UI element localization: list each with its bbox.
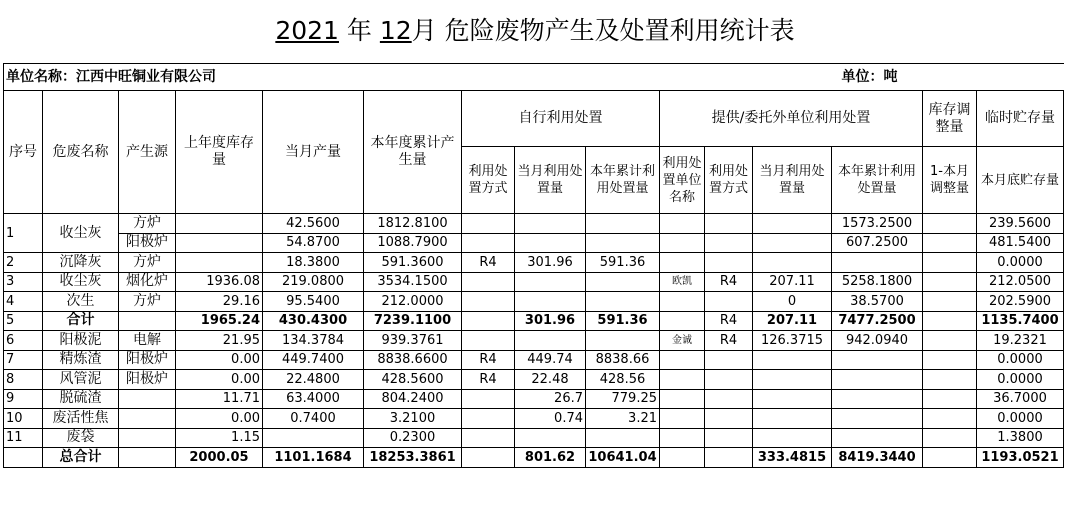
- cell-cum: 3.2100: [364, 409, 462, 429]
- cell-e-year: [832, 253, 923, 273]
- col-name: 危废名称: [43, 91, 119, 214]
- title-year: 2021: [275, 16, 339, 45]
- cell-last: 2000.05: [176, 448, 263, 468]
- cell-adj: [923, 311, 977, 331]
- cell-e-method: R4: [705, 331, 753, 351]
- cell-source: [119, 428, 176, 448]
- group-self-disposal: 自行利用处置: [462, 91, 660, 147]
- col-seq: 序号: [4, 91, 43, 214]
- cell-s-method: [462, 331, 515, 351]
- cell-last: [176, 253, 263, 273]
- cell-s-method: [462, 311, 515, 331]
- cell-seq: [4, 448, 43, 468]
- cell-month: 18.3800: [263, 253, 364, 273]
- group-external-disposal: 提供/委托外单位利用处置: [660, 91, 923, 147]
- col-ext-year: 本年累计利用处置量: [832, 147, 923, 214]
- cell-cum: 428.5600: [364, 370, 462, 390]
- cell-cum: 3534.1500: [364, 272, 462, 292]
- cell-s-year: [586, 272, 660, 292]
- cell-s-month: 0.74: [515, 409, 586, 429]
- cell-name: 总合计: [43, 448, 119, 468]
- cell-e-month: [753, 370, 832, 390]
- cell-seq: 2: [4, 253, 43, 273]
- cell-name: 沉降灰: [43, 253, 119, 273]
- cell-seq: 6: [4, 331, 43, 351]
- subtotal-row: [4, 311, 1064, 331]
- company-name: 单位名称：江西中旺铜业有限公司: [4, 64, 832, 91]
- cell-month: 134.3784: [263, 331, 364, 351]
- cell-stock: 19.2321: [977, 331, 1064, 351]
- cell-e-unit: [660, 389, 705, 409]
- cell-e-month: 333.4815: [753, 448, 832, 468]
- cell-s-year: [586, 428, 660, 448]
- cell-month: 22.4800: [263, 370, 364, 390]
- table-row: [4, 409, 1064, 429]
- col-last-year-stock: 上年度库存量: [176, 91, 263, 214]
- cell-e-year: 1573.2500: [832, 214, 923, 234]
- cell-adj: [923, 233, 977, 253]
- col-self-month: 当月利用处置量: [515, 147, 586, 214]
- table-row: [4, 350, 1064, 370]
- cell-month: 0.7400: [263, 409, 364, 429]
- cell-seq: 5: [4, 311, 43, 331]
- cell-stock: 36.7000: [977, 389, 1064, 409]
- unit-row: [4, 64, 1064, 91]
- unit-blank: [977, 64, 1064, 91]
- cell-seq: 4: [4, 292, 43, 312]
- cell-s-month: [515, 214, 586, 234]
- cell-s-method: [462, 409, 515, 429]
- cell-s-year: 591.36: [586, 311, 660, 331]
- cell-last: 0.00: [176, 350, 263, 370]
- cell-e-unit: 金诚: [660, 331, 705, 351]
- cell-source: [119, 311, 176, 331]
- cell-e-year: 38.5700: [832, 292, 923, 312]
- cell-e-month: 0: [753, 292, 832, 312]
- cell-e-method: [705, 292, 753, 312]
- cell-s-year: [586, 214, 660, 234]
- cell-s-year: [586, 292, 660, 312]
- cell-cum: 7239.1100: [364, 311, 462, 331]
- cell-name: 废活性焦: [43, 409, 119, 429]
- cell-e-unit: [660, 233, 705, 253]
- cell-source: [119, 448, 176, 468]
- col-year-cum-output: 本年度累计产生量: [364, 91, 462, 214]
- cell-s-method: [462, 292, 515, 312]
- cell-adj: [923, 214, 977, 234]
- cell-s-year: [586, 233, 660, 253]
- cell-name: 收尘灰: [43, 272, 119, 292]
- cell-e-method: R4: [705, 272, 753, 292]
- title-rest: 月 危险废物产生及处置利用统计表: [411, 16, 795, 45]
- cell-e-month: 207.11: [753, 311, 832, 331]
- col-self-method: 利用处置方式: [462, 147, 515, 214]
- table-row: [4, 233, 1064, 253]
- cell-month: 42.5600: [263, 214, 364, 234]
- cell-s-method: R4: [462, 370, 515, 390]
- cell-last: [176, 214, 263, 234]
- cell-month: 95.5400: [263, 292, 364, 312]
- page-title: [0, 0, 1070, 62]
- cell-e-year: 607.2500: [832, 233, 923, 253]
- cell-name: 次生: [43, 292, 119, 312]
- cell-s-year: 8838.66: [586, 350, 660, 370]
- cell-e-method: [705, 370, 753, 390]
- cell-s-year: 779.25: [586, 389, 660, 409]
- table-row: [4, 370, 1064, 390]
- col-ext-month: 当月利用处置量: [753, 147, 832, 214]
- cell-cum: 1812.8100: [364, 214, 462, 234]
- cell-e-month: [753, 389, 832, 409]
- cell-e-month: [753, 409, 832, 429]
- table-row: [4, 253, 1064, 273]
- cell-stock: 0.0000: [977, 370, 1064, 390]
- cell-e-method: [705, 428, 753, 448]
- cell-e-year: [832, 350, 923, 370]
- col-ext-method: 利用处置方式: [705, 147, 753, 214]
- cell-stock: 1135.7400: [977, 311, 1064, 331]
- cell-e-month: 207.11: [753, 272, 832, 292]
- cell-cum: 8838.6600: [364, 350, 462, 370]
- cell-adj: [923, 350, 977, 370]
- cell-seq: 11: [4, 428, 43, 448]
- cell-month: 430.4300: [263, 311, 364, 331]
- cell-adj: [923, 409, 977, 429]
- cell-stock: 0.0000: [977, 409, 1064, 429]
- cell-last: 21.95: [176, 331, 263, 351]
- cell-s-year: 10641.04: [586, 448, 660, 468]
- cell-last: 11.71: [176, 389, 263, 409]
- cell-e-method: [705, 253, 753, 273]
- cell-adj: [923, 448, 977, 468]
- cell-e-month: [753, 350, 832, 370]
- cell-adj: [923, 331, 977, 351]
- cell-stock: 1.3800: [977, 428, 1064, 448]
- cell-e-unit: [660, 350, 705, 370]
- group-temp-storage: 临时贮存量: [977, 91, 1064, 147]
- cell-e-month: 126.3715: [753, 331, 832, 351]
- cell-e-unit: 欧凯: [660, 272, 705, 292]
- cell-source: 阳极炉: [119, 233, 176, 253]
- cell-cum: 0.2300: [364, 428, 462, 448]
- cell-s-month: 801.62: [515, 448, 586, 468]
- cell-source: 电解: [119, 331, 176, 351]
- cell-s-method: [462, 448, 515, 468]
- cell-month: 219.0800: [263, 272, 364, 292]
- cell-e-month: [753, 214, 832, 234]
- cell-e-method: [705, 350, 753, 370]
- cell-cum: 804.2400: [364, 389, 462, 409]
- cell-s-year: 3.21: [586, 409, 660, 429]
- cell-e-year: [832, 389, 923, 409]
- cell-e-year: [832, 370, 923, 390]
- cell-s-month: [515, 292, 586, 312]
- cell-seq: 10: [4, 409, 43, 429]
- cell-month: 449.7400: [263, 350, 364, 370]
- grand-total-row: [4, 448, 1064, 468]
- cell-s-year: 591.36: [586, 253, 660, 273]
- cell-seq: 1: [4, 214, 43, 253]
- cell-stock: 0.0000: [977, 350, 1064, 370]
- cell-source: 阳极炉: [119, 350, 176, 370]
- table-row: [4, 272, 1064, 292]
- cell-s-month: [515, 428, 586, 448]
- cell-name: 废袋: [43, 428, 119, 448]
- cell-e-method: R4: [705, 311, 753, 331]
- cell-s-month: 301.96: [515, 253, 586, 273]
- cell-name: 精炼渣: [43, 350, 119, 370]
- col-adjust: 1-本月调整量: [923, 147, 977, 214]
- cell-e-year: 7477.2500: [832, 311, 923, 331]
- col-ext-unit: 利用处置单位名称: [660, 147, 705, 214]
- cell-e-unit: [660, 370, 705, 390]
- cell-stock: 202.5900: [977, 292, 1064, 312]
- cell-stock: 0.0000: [977, 253, 1064, 273]
- table-row: [4, 214, 1064, 234]
- table-row: [4, 331, 1064, 351]
- cell-month: 54.8700: [263, 233, 364, 253]
- cell-name: 脱硫渣: [43, 389, 119, 409]
- cell-e-month: [753, 428, 832, 448]
- cell-e-method: [705, 214, 753, 234]
- cell-stock: 481.5400: [977, 233, 1064, 253]
- cell-source: [119, 389, 176, 409]
- cell-e-year: 5258.1800: [832, 272, 923, 292]
- cell-e-unit: [660, 428, 705, 448]
- cell-month: 1101.1684: [263, 448, 364, 468]
- cell-seq: 7: [4, 350, 43, 370]
- cell-e-method: [705, 448, 753, 468]
- cell-name: 收尘灰: [43, 214, 119, 253]
- cell-last: 0.00: [176, 370, 263, 390]
- cell-e-month: [753, 253, 832, 273]
- cell-name: 风管泥: [43, 370, 119, 390]
- cell-cum: 939.3761: [364, 331, 462, 351]
- cell-stock: 239.5600: [977, 214, 1064, 234]
- cell-source: 方炉: [119, 253, 176, 273]
- cell-s-method: [462, 214, 515, 234]
- cell-adj: [923, 428, 977, 448]
- cell-e-unit: [660, 253, 705, 273]
- cell-source: [119, 409, 176, 429]
- cell-last: [176, 233, 263, 253]
- cell-stock: 212.0500: [977, 272, 1064, 292]
- cell-e-month: [753, 233, 832, 253]
- cell-e-unit: [660, 448, 705, 468]
- cell-last: 1965.24: [176, 311, 263, 331]
- cell-s-method: [462, 428, 515, 448]
- cell-s-month: 301.96: [515, 311, 586, 331]
- table-row: [4, 389, 1064, 409]
- cell-seq: 9: [4, 389, 43, 409]
- cell-s-method: [462, 272, 515, 292]
- cell-source: 方炉: [119, 214, 176, 234]
- col-month-output: 当月产量: [263, 91, 364, 214]
- cell-e-unit: [660, 214, 705, 234]
- cell-s-year: [586, 331, 660, 351]
- cell-last: 29.16: [176, 292, 263, 312]
- title-year-suffix: 年: [338, 16, 380, 45]
- cell-source: 阳极炉: [119, 370, 176, 390]
- cell-name: 合计: [43, 311, 119, 331]
- cell-e-unit: [660, 292, 705, 312]
- table-row: [4, 292, 1064, 312]
- cell-seq: 8: [4, 370, 43, 390]
- cell-e-method: [705, 233, 753, 253]
- cell-source: 方炉: [119, 292, 176, 312]
- header-row-1: [4, 91, 1064, 147]
- cell-stock: 1193.0521: [977, 448, 1064, 468]
- cell-adj: [923, 272, 977, 292]
- cell-s-method: R4: [462, 253, 515, 273]
- cell-adj: [923, 292, 977, 312]
- cell-e-unit: [660, 409, 705, 429]
- cell-s-month: 22.48: [515, 370, 586, 390]
- cell-cum: 18253.3861: [364, 448, 462, 468]
- cell-adj: [923, 253, 977, 273]
- cell-s-method: [462, 389, 515, 409]
- cell-name: 阳极泥: [43, 331, 119, 351]
- cell-s-month: [515, 272, 586, 292]
- cell-adj: [923, 370, 977, 390]
- cell-last: 0.00: [176, 409, 263, 429]
- cell-s-method: [462, 233, 515, 253]
- cell-e-method: [705, 389, 753, 409]
- cell-s-month: [515, 331, 586, 351]
- cell-cum: 212.0000: [364, 292, 462, 312]
- unit-label: 单位：吨: [832, 64, 977, 91]
- cell-cum: 1088.7900: [364, 233, 462, 253]
- cell-e-year: [832, 428, 923, 448]
- table-row: [4, 428, 1064, 448]
- cell-s-method: R4: [462, 350, 515, 370]
- cell-month: 63.4000: [263, 389, 364, 409]
- cell-e-year: [832, 409, 923, 429]
- cell-seq: 3: [4, 272, 43, 292]
- col-month-end-stock: 本月底贮存量: [977, 147, 1064, 214]
- waste-table: [3, 63, 1064, 468]
- col-self-year: 本年累计利用处置量: [586, 147, 660, 214]
- group-stock-adjust: 库存调整量: [923, 91, 977, 147]
- col-source: 产生源: [119, 91, 176, 214]
- cell-e-unit: [660, 311, 705, 331]
- cell-month: [263, 428, 364, 448]
- cell-last: 1.15: [176, 428, 263, 448]
- cell-e-method: [705, 409, 753, 429]
- cell-s-year: 428.56: [586, 370, 660, 390]
- cell-s-month: [515, 233, 586, 253]
- cell-last: 1936.08: [176, 272, 263, 292]
- cell-adj: [923, 389, 977, 409]
- cell-e-year: 942.0940: [832, 331, 923, 351]
- cell-e-year: 8419.3440: [832, 448, 923, 468]
- cell-s-month: 26.7: [515, 389, 586, 409]
- cell-source: 烟化炉: [119, 272, 176, 292]
- title-month: 12: [379, 16, 412, 45]
- cell-s-month: 449.74: [515, 350, 586, 370]
- cell-cum: 591.3600: [364, 253, 462, 273]
